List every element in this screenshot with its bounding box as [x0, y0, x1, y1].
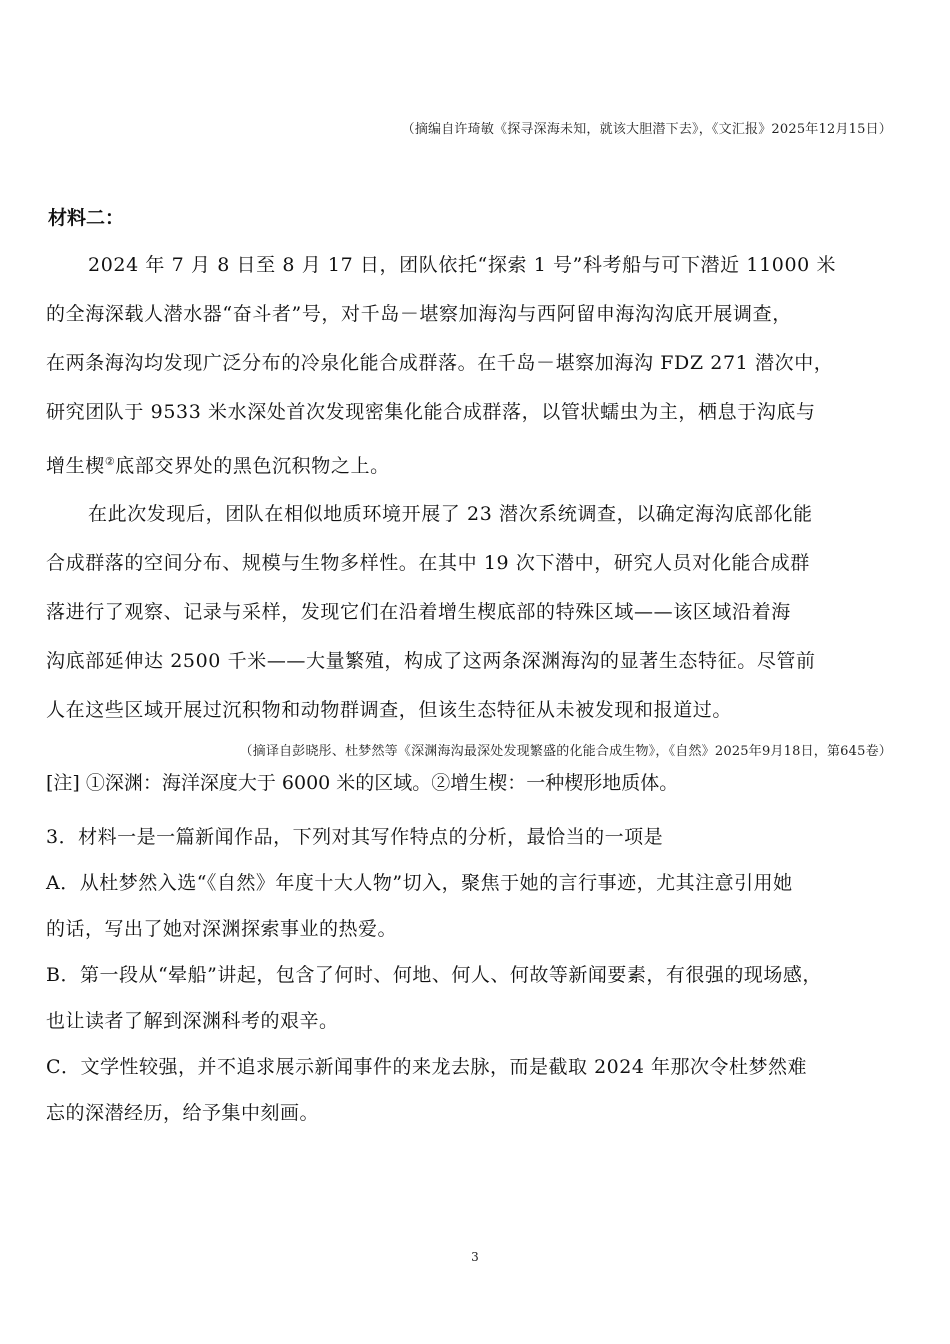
- paragraph-line: 的全海深载人潜水器“奋斗者”号，对千岛－堪察加海沟与西阿留申海沟沟底开展调查，: [46, 303, 792, 325]
- option-c: [46, 1044, 901, 1136]
- question-stem: 3．材料一是一篇新闻作品，下列对其写作特点的分析，最恰当的一项是: [46, 826, 664, 848]
- paragraph-line: 在此次发现后，团队在相似地质环境开展了 23 潜次系统调查，以确定海沟底部化能: [88, 503, 813, 525]
- option-b: [46, 952, 901, 1044]
- option-line: A．从杜梦然入选“《自然》年度十大人物”切入，聚焦于她的言行事迹，尤其注意引用她: [46, 872, 793, 894]
- source-citation-1: （摘编自许琦敏《探寻深海未知，就该大胆潜下去》，《文汇报》2025年12月15日）: [401, 122, 892, 137]
- line-segment: 增生楔: [46, 455, 105, 477]
- material-two-paragraph-2: [46, 490, 898, 735]
- material-two-paragraph-1: [46, 241, 898, 486]
- footnote: [注] ①深渊：海洋深度大于 6000 米的区域。②增生楔：一种楔形地质体。: [46, 772, 679, 794]
- paragraph-line: 人在这些区域开展过沉积物和动物群调查，但该生态特征从未被发现和报道过。: [46, 699, 733, 721]
- paragraph-line: 合成群落的空间分布、规模与生物多样性。在其中 19 次下潜中，研究人员对化能合成群: [46, 552, 810, 574]
- question-3: [46, 814, 901, 1136]
- option-line: 的话，写出了她对深渊探索事业的热爱。: [46, 918, 398, 940]
- option-line: B．第一段从“晕船”讲起，包含了何时、何地、何人、何故等新闻要素，有很强的现场感，: [46, 964, 822, 986]
- paragraph-line: [46, 437, 898, 486]
- option-line: 忘的深潜经历，给予集中刻画。: [46, 1102, 320, 1124]
- material-two-heading: 材料二：: [48, 207, 125, 229]
- source-citation-2: （摘译自彭晓彤、杜梦然等《深渊海沟最深处发现繁盛的化能合成生物》，《自然》2025年9月18日，第645卷）: [239, 744, 892, 759]
- option-a: [46, 860, 901, 952]
- line-segment: 底部交界处的黑色沉积物之上。: [115, 455, 390, 477]
- paragraph-line: 落进行了观察、记录与采样，发现它们在沿着增生楔底部的特殊区域——该区域沿着海: [46, 601, 791, 623]
- option-line: C．文学性较强，并不追求展示新闻事件的来龙去脉，而是截取 2024 年那次令杜梦然难: [46, 1056, 807, 1078]
- option-line: 也让读者了解到深渊科考的艰辛。: [46, 1010, 339, 1032]
- footnote-marker: ②: [104, 455, 116, 468]
- paragraph-line: 在两条海沟均发现广泛分布的冷泉化能合成群落。在千岛－堪察加海沟 FDZ 271 潜次中，: [46, 352, 834, 374]
- paragraph-line: 沟底部延伸达 2500 千米——大量繁殖，构成了这两条深渊海沟的显著生态特征。尽管前: [46, 650, 816, 672]
- page-number: 3: [471, 1250, 479, 1264]
- paragraph-line: 2024 年 7 月 8 日至 8 月 17 日，团队依托“探索 1 号”科考船与可下潜近 11000 米: [88, 254, 837, 276]
- paragraph-line: 研究团队于 9533 米水深处首次发现密集化能合成群落，以管状蠕虫为主，栖息于沟底与: [46, 401, 816, 423]
